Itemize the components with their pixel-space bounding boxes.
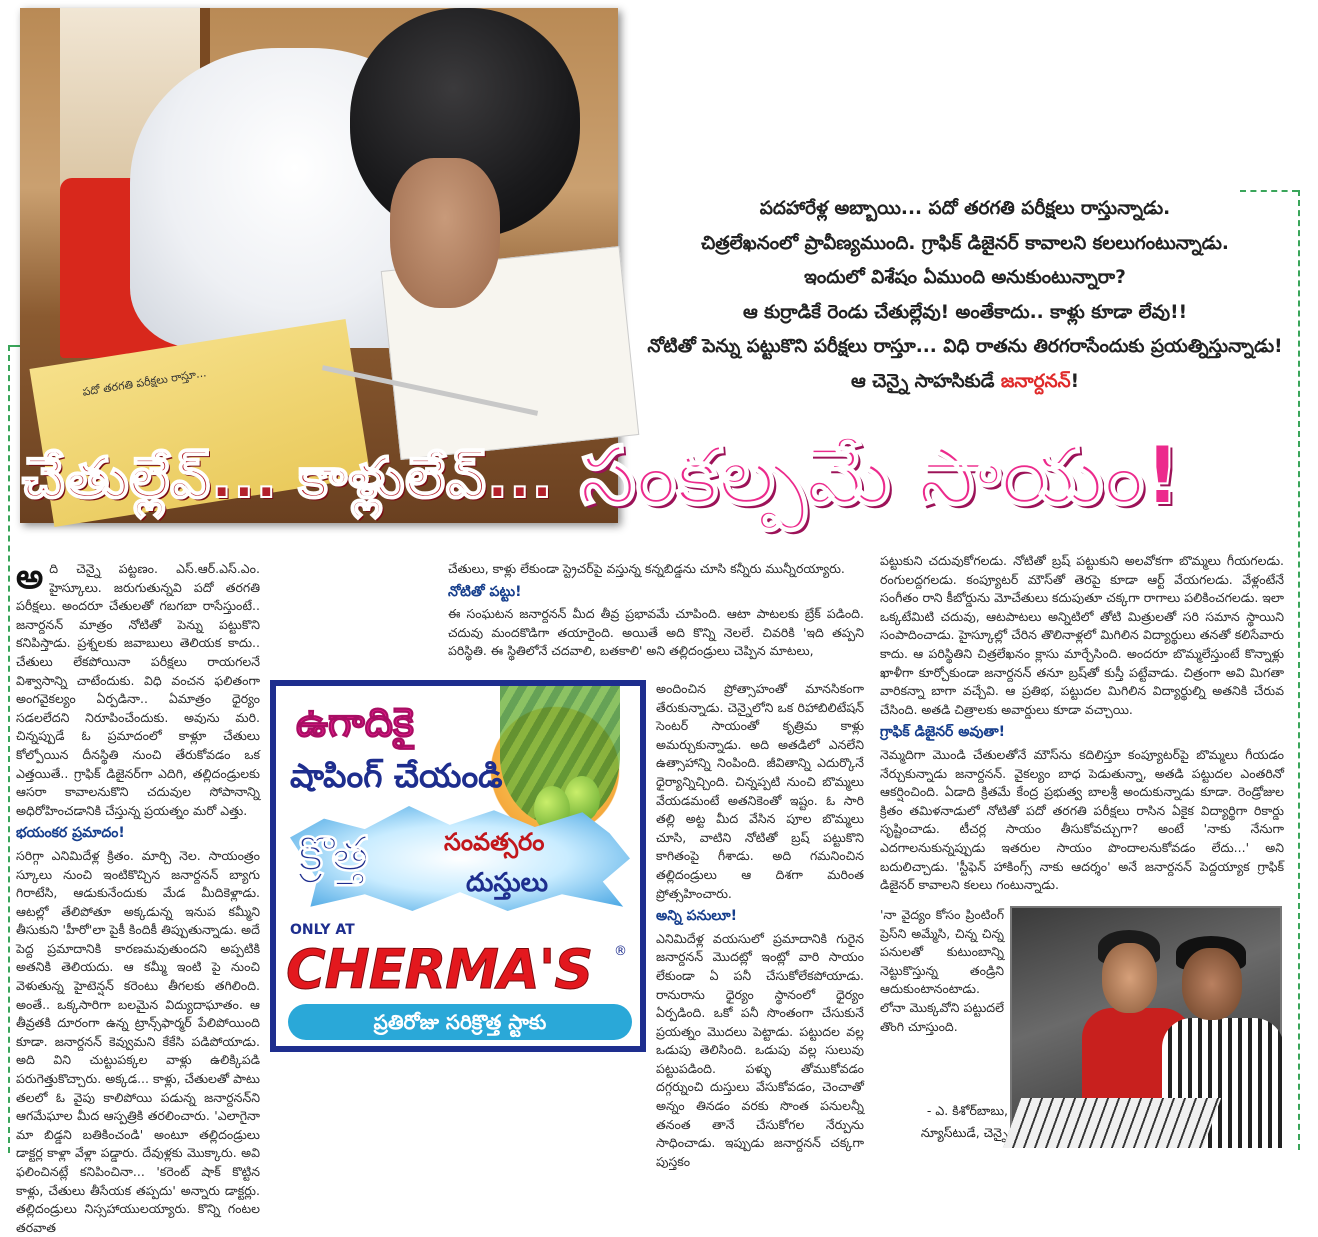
article-column-3: [880, 552, 1284, 900]
photo-student-face: [390, 158, 500, 308]
byline-author: - ఎ. కిశోర్‌బాబు,: [926, 1103, 1008, 1118]
photo-person-face: [1102, 943, 1157, 1013]
ad-registered-mark: ®: [614, 944, 627, 959]
article-paragraph: [16, 557, 260, 820]
intro-last-suffix: !: [1070, 370, 1080, 392]
headline: [22, 430, 1282, 540]
intro-last-prefix: ఆ చెన్నై సాహసికుడే: [850, 370, 995, 392]
byline-place: న్యూస్‌టుడే, చెన్నై: [920, 1125, 1008, 1140]
article-column-3-lower: [880, 906, 1004, 1096]
byline: [890, 1100, 1008, 1144]
subheading: భయంకర ప్రమాదం!: [16, 825, 125, 842]
intro-line: ఆ కుర్రాడికే రెండు చేతుల్లేవు! అంతేకాదు.. కాళ్లు కూడా లేవు!!: [742, 301, 1188, 323]
headline-part-1: చేతుల్లేవ్... కాళ్లులేవ్...: [22, 445, 554, 511]
photo-keyboard: [1003, 1098, 1221, 1148]
intro-line: పదహారేళ్ల అబ్బాయి... పదో తరగతి పరీక్షలు రాస్తున్నాడు.: [759, 198, 1171, 219]
ad-ugadi-text: ఉగాదికై: [296, 700, 414, 746]
article-paragraph: ఈ సంఘటన జనార్దనన్ మీద తీవ్ర ప్రభావమే చూపింది. ఆటా పాటలకు బ్రేక్ పడింది. చదువు మందకొడిగా తయారైంది. అయితే అది కొన్ని నెలలే. చివరికి 'ఇది తప్పని పరిస్థితి. ఈ స్థితిలోనే చదవాలి, బతకాలి' అని తల్లిదండ్రులు చెప్పిన మాటలు,: [448, 606, 864, 659]
keyboard-playing-photo: [1010, 906, 1282, 1146]
photo-student-face: [1182, 948, 1242, 1020]
article-paragraph: చేతులు, కాళ్లు లేకుండా స్ట్రెచర్‌పై వస్తున్న కన్నబిడ్డను చూసి కన్నీరు మున్నీరయ్యారు.: [448, 561, 845, 576]
intro-line: ఇందులో విశేషం ఏముంది అనుకుంటున్నారా?: [804, 267, 1126, 288]
article-column-1: [16, 557, 260, 1235]
intro-blurb: [640, 192, 1290, 399]
ad-samvatsaram-text: సంవత్సరం: [444, 828, 545, 856]
article-paragraph: ఎనిమిదేళ్ల వయసులో ప్రమాదానికి గురైన జనార్దనన్ మొదట్లో ఇంట్లో వారి సాయం లేకుండా ఏ పనీ చేసుకోలేకపోయాడు. రానురాను ధైర్యం స్థానంలో ధైర్యం ఏర్పడింది. ఒకో పనీ సొంతంగా చేసుకునే ప్రయత్నం మొదలు పెట్టాడు. పట్టుదల వల్ల ఒడుపు తెలిసింది. ఒడుపు వల్ల సులువు పట్టుపడింది. పళ్ళు తోముకోవడం దగ్గర్నుంచి దుస్తులు వేసుకోవడం, చెంచాతో అన్నం తినడం వరకు సొంత పనులన్నీ తనంత తానే చేసుకోగల నేర్పును సాధించాడు. ఇప్పుడు జనార్దనన్ చక్కగా పుస్తకం: [656, 930, 864, 1169]
dashed-border-left: [8, 345, 10, 1153]
ad-dustulu-text: దుస్తులు: [466, 868, 549, 898]
dashed-border-right: [1298, 190, 1300, 1150]
article-paragraph: సరిగ్గా ఎనిమిదేళ్ల క్రితం. మార్చి నెల. సాయంత్రం స్కూలు నుంచి ఇంటికొచ్చిన జనార్దనన్ బ్యాగు గిరాటేసి, ఆడుకునేందుకు మేడ మీదికెళ్లాడు. ఆటల్లో తేలిపోతూ అక్కడున్న ఇనుప కమ్మీని తీసుకుని 'హీరో'లా పైకీ కిందికీ తిప్పుతున్నాడు. అదే పెద్ద ప్రమాదానికి కారణమవుతుందని అప్పటికి అతనికి తెలియదు. ఆ కమ్మీ ఇంటి పై నుంచి వెళుతున్న హైటెన్షన్ కరెంటు తీగలకు తగిలింది. అంతే.. ఒక్కసారిగా బలమైన విద్యుదాఘాతం. ఆ తీవ్రతకి దూరంగా ఉన్న ట్రాన్స్‌ఫార్మర్ పేలిపోయింది కూడా. జనార్దనన్ కెవ్వుమని కేకేసి పడిపోయాడు. అది విని చుట్టుపక్కల వాళ్లు ఉలిక్కిపడి పరుగెత్తుకొచ్చారు. అక్కడ... కాళ్లు, చేతులతో పాటు తలలో ఓ వైపు కాలిపోయి పడున్న జనార్దనన్‌ని ఆగమేఘాల మీద ఆస్పత్రికి తరలించారు. 'ఎలాగైనా మా బిడ్డని బతికించండి' అంటూ తల్లిదండ్రులు డాక్టర్ల కాళ్లా వేళ్లా పడ్డారు. దేవుళ్లకు మొక్కారు. అవి ఫలించినట్లే కనిపించినా... 'కరెంట్ షాక్ కొట్టిన కాళ్లు, చేతులు తీసేయక తప్పదు' అన్నారు డాక్టర్లు. తల్లిదండ్రులు నిస్సహాయులయ్యారు. కొన్ని గంటల తరవాత: [16, 847, 260, 1235]
headline-part-2: సంకల్పమే సాయం!: [579, 428, 1181, 522]
article-paragraph: 'నా వైద్యం కోసం ప్రింటింగ్ ప్రెస్‌ని అమ్మేసి, చిన్న చిన్న పనులతో కుటుంబాన్ని నెట్టుకొస్తున్న తండ్రిని ఆదుకుంటానంటాడు. లోనా మొక్కవోని పట్టుదలే తొంగి చూస్తుంది.: [880, 907, 1004, 1034]
paragraph-text: ది చెన్నై పట్టణం. ఎస్.ఆర్.ఎస్.ఎం. హైస్కూలు. జరుగుతున్నవి పదో తరగతి పరీక్షలు. అందరూ చేతులతో గబగబా రాసేస్తుంటే.. జనార్దనన్ మాత్రం నోటితో పెన్ను పట్టుకొని కనిపిస్తాడు. ప్రశ్నలకు జవాబులు తెలియక కాదు.. చేతులు లేకపోయినా పరీక్షలు రాయగలనే విశ్వాసాన్ని చాటేందుకు. విధి వంచన ఫలితంగా అంగవైకల్యం ఏర్పడినా.. ఏమాత్రం ధైర్యం సడలలేదని నిరూపించేందుకు. అవును మరి. చిన్నప్పుడే ఓ ప్రమాదంలో కాళ్లూ చేతులు కోల్పోయిన దీనస్థితి నుంచి తేరుకోవడం ఒక ఎత్తయితే.. గ్రాఫిక్ డిజైనర్‌గా ఎదిగి, తల్లిదండ్రులకు ఆసరా కావాలనుకొని చదువుల సోపానాన్ని అధిరోహించడానికి చేస్తున్న ప్రయత్నం మరో ఎత్తు.: [16, 561, 260, 818]
intro-last-line: [640, 365, 1290, 400]
article-column-2-lower: [656, 680, 864, 1169]
photo-paper-caption: పదో తరగతి పరీక్షలు రాస్తూ...: [81, 366, 208, 399]
ad-shopping-text: షాపింగ్ చేయండి: [290, 756, 503, 795]
ad-only-at: ONLY AT: [290, 922, 355, 938]
intro-line: చిత్రలేఖనంలో ప్రావీణ్యముంది. గ్రాఫిక్ డిజైనర్ కావాలని కలలుగంటున్నాడు.: [701, 232, 1229, 254]
dropcap: అ: [16, 557, 44, 597]
intro-hero-name: జనార్దనన్: [1000, 370, 1071, 392]
article-paragraph: పట్టుకుని చదువుకోగలడు. నోటితో బ్రష్ పట్టుకుని అలవోకగా బొమ్మలు గీయగలడు. రంగులద్దగలడు. కంప్యూటర్ మౌస్‌తో తెరపై కూడా ఆర్ట్ వేయగలడు. వేళ్లంటేనే సంగీతం రాని కీబోర్డును మోచేతులు కదుపుతూ చక్కగా రాగాలు పలికించగలడు. ఇలా ఒక్కటేమిటి చదువు, ఆటపాటలు అన్నిటిలో తోటి మిత్రులతో సరి సమాన స్థాయిని సంపాదించాడు. హైస్కూల్లో చేరిన తొలినాళ్లలో మిగిలిన విద్యార్థులు తనతో కలిసేవారు కాదు. ఆ పరిస్థితిని చిత్రలేఖనం క్లాసు మార్చేసింది. అందరూ బొమ్మలేస్తుంటే కొన్నాళ్లు ఖాళీగా కూర్చోకుండా జనార్దనన్ తనూ బ్రష్‌తో కుస్తీ పట్టేవాడు. చిత్రంగా అవి మిగతా వారికన్నా బాగా వచ్చేవి. ఆ ప్రతిభ, పట్టుదల మిగిలిన విద్యార్థుల్ని అతనికి చేరువ చేసింది. అతడి చిత్రాలకు అవార్డులు కూడా వచ్చాయి.: [880, 553, 1284, 717]
ad-tagline-bar: ప్రతిరోజు సరిక్రొత్త స్టాకు: [288, 1004, 632, 1040]
subheading: అన్ని పనులూ!: [656, 908, 737, 925]
intro-line: నోటితో పెన్ను పట్టుకొని పరీక్షలు రాస్తూ... విధి రాతను తిరగరాసేందుకు ప్రయత్నిస్తున్నాడు!: [647, 336, 1283, 357]
article-column-2: [448, 560, 864, 674]
dashed-border-top-left: [8, 345, 20, 347]
ad-kotha-text: క్రొత్త: [298, 826, 369, 882]
chermas-advertisement[interactable]: [270, 680, 646, 1052]
subheading: నోటితో పట్టు!: [448, 583, 522, 600]
article-paragraph: నెమ్మదిగా మొండి చేతులతోనే మౌస్‌ను కదిలిస్తూ కంప్యూటర్‌పై బొమ్మలు గీయడం నేర్చుకున్నాడు జనార్దనన్. వైకల్యం బాధ పెడుతున్నా, అతడి పట్టుదల ఎంతరినో ఆకర్షించింది. ఏడాది క్రితమే కేంద్ర ప్రభుత్వ బాలశ్రీ అందుకున్నాడు కూడా. రెండ్రోజుల క్రితం తమిళనాడులో నోటితో పదో తరగతి పరీక్షలు రాసిన ఏకైక విద్యార్థిగా రికార్డు సృష్టించాడు. టీచర్ల సాయం తీసుకోవచ్చుగా? అంటే 'నాకు నేనుగా ఎదగాలనుకున్నప్పుడు ఇతరుల సాయం పొందాలనుకోవడం లేదు...' అని బదులిచ్చాడు. 'స్టీఫెన్ హాకింగ్స్ నాకు ఆదర్శం' అనే జనార్దనన్ పెద్దయ్యాక గ్రాఫిక్ డిజైనర్ కావాలని కలలు గంటున్నాడు.: [880, 746, 1284, 893]
subheading: గ్రాఫిక్ డిజైనర్ అవుతా!: [880, 724, 1006, 741]
article-paragraph: అందించిన ప్రోత్సాహంతో మానసికంగా తేరుకున్నాడు. చెన్నైలోని ఒక రిహాబిలిటేషన్ సెంటర్ సాయంతో కృత్రిమ కాళ్లు అమర్చుకున్నాడు. అది అతడిలో ఎనలేని ఉత్సాహాన్ని నింపింది. జీవితాన్ని ఎదుర్కొనే ధైర్యాన్నిచ్చింది. చిన్నప్పటి నుంచి బొమ్మలు వేయడమంటే అతనికెంతో ఇష్టం. ఓ సారి తల్లి అట్ట మీద వేసిన పూల బొమ్మలు చూసి, వాటిని నోటితో బ్రష్ పట్టుకొని కాగితంపై గీశాడు. అది గమనించిన తల్లిదండ్రులు ఆ దిశగా మరింత ప్రోత్సహించారు.: [656, 681, 864, 901]
ad-brand-logo: CHERMA'S: [286, 938, 593, 1001]
